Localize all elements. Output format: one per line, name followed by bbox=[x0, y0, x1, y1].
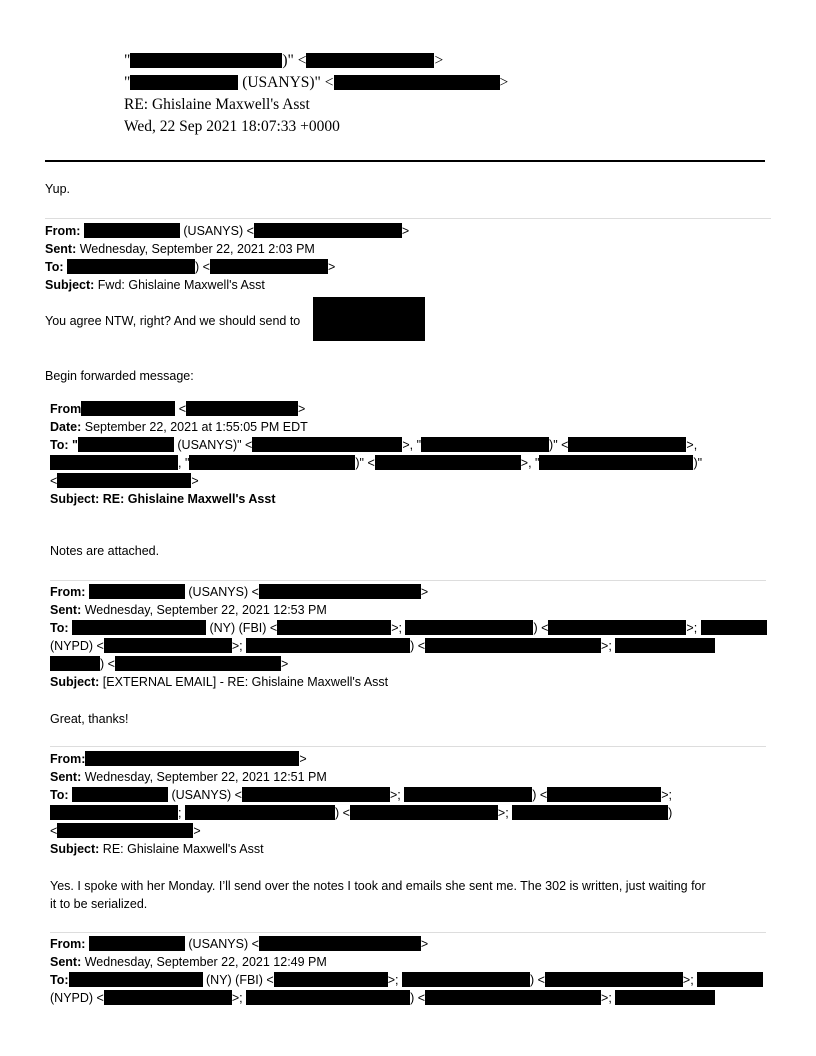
message-3-body: Yes. I spoke with her Monday. I’ll send over the notes I took and emails she sent me. The 302 is written, just waiting for it to be serialized. bbox=[50, 879, 706, 911]
redaction-block bbox=[615, 638, 715, 653]
sent-value: Wednesday, September 22, 2021 12:53 PM bbox=[84, 603, 327, 617]
redaction-block bbox=[425, 638, 601, 653]
subject-value: [EXTERNAL EMAIL] - RE: Ghislaine Maxwell's Asst bbox=[102, 675, 389, 689]
message-4-header: From: (USANYS) < > Sent: Wednesday, September 22, 2021 12:49 PM To: (NY) (FBI) < >; ) < >; (NYPD) < >; ) < >; bbox=[50, 935, 763, 1007]
redaction-block bbox=[81, 401, 175, 416]
redaction-block bbox=[701, 620, 767, 635]
message-divider bbox=[45, 218, 771, 219]
redaction-block bbox=[254, 223, 402, 238]
forward-intro: Begin forwarded message: bbox=[45, 369, 194, 383]
message-2-header: From: (USANYS) < > Sent: Wednesday, September 22, 2021 12:53 PM To: (NY) (FBI) < >; ) < >; (NYPD) < >; ) < >; ) < > Subject: [EXTERNAL EMAIL] - RE: Ghislaine Maxwell's Asst bbox=[50, 583, 767, 691]
redaction-block bbox=[615, 990, 715, 1005]
forwarded-body: Notes are attached. bbox=[50, 544, 160, 558]
redaction-block bbox=[277, 620, 391, 635]
redaction-block bbox=[246, 990, 410, 1005]
redaction-block bbox=[67, 259, 195, 274]
redaction-block bbox=[375, 455, 521, 470]
redaction-block bbox=[89, 936, 185, 951]
redaction-block bbox=[547, 787, 661, 802]
reply-text: Yup. bbox=[45, 182, 71, 196]
sent-value: Wednesday, September 22, 2021 2:03 PM bbox=[79, 242, 315, 256]
from-label: From: bbox=[45, 224, 81, 238]
redaction-block bbox=[568, 437, 686, 452]
sent-value: Wednesday, September 22, 2021 12:51 PM bbox=[84, 770, 327, 784]
redaction-block bbox=[306, 53, 434, 68]
header-subject: RE: Ghislaine Maxwell's Asst bbox=[124, 96, 310, 113]
subject-label: Subject: bbox=[50, 675, 100, 689]
redaction-block bbox=[405, 620, 533, 635]
fwd-subject: Subject: RE: Ghislaine Maxwell's Asst bbox=[50, 492, 276, 506]
redaction-block bbox=[104, 990, 232, 1005]
to-label: To: bbox=[50, 973, 69, 987]
redaction-block bbox=[50, 656, 100, 671]
redaction-block bbox=[242, 787, 390, 802]
from-label: From: bbox=[50, 585, 86, 599]
message-2-body: Great, thanks! bbox=[50, 712, 129, 726]
redaction-block bbox=[548, 620, 686, 635]
to-label: To: bbox=[50, 621, 69, 635]
redaction-block bbox=[186, 401, 298, 416]
redaction-block bbox=[259, 584, 421, 599]
header-date: Wed, 22 Sep 2021 18:07:33 +0000 bbox=[124, 118, 340, 135]
sent-label: Sent: bbox=[50, 770, 82, 784]
redaction-block bbox=[274, 972, 388, 987]
redaction-block bbox=[539, 455, 693, 470]
to-label: To: bbox=[50, 788, 69, 802]
redaction-block bbox=[545, 972, 683, 987]
fwd-date-label: Date: bbox=[50, 420, 82, 434]
redaction-block bbox=[57, 473, 191, 488]
subject-label: Subject: bbox=[45, 278, 95, 292]
fwd-from-label: From bbox=[50, 402, 82, 416]
from-label: From: bbox=[50, 937, 86, 951]
redaction-block bbox=[84, 223, 180, 238]
redaction-block bbox=[50, 805, 178, 820]
redaction-block bbox=[697, 972, 763, 987]
redaction-block bbox=[252, 437, 402, 452]
redaction-block bbox=[425, 990, 601, 1005]
redaction-block bbox=[402, 972, 530, 987]
subject-value: Fwd: Ghislaine Maxwell's Asst bbox=[97, 278, 265, 292]
redaction-block bbox=[259, 936, 421, 951]
redaction-block bbox=[85, 751, 299, 766]
to-label: To: bbox=[45, 260, 64, 274]
redaction-block bbox=[189, 455, 355, 470]
redaction-block bbox=[350, 805, 498, 820]
redaction-block bbox=[57, 823, 193, 838]
redaction-block bbox=[78, 437, 174, 452]
header-to-value: " (USANYS)" < > bbox=[124, 74, 509, 91]
fwd-date: September 22, 2021 at 1:55:05 PM EDT bbox=[84, 420, 308, 434]
redaction-block bbox=[89, 584, 185, 599]
header-divider bbox=[45, 160, 765, 162]
redaction-block bbox=[246, 638, 410, 653]
message-3-header: From: > Sent: Wednesday, September 22, 2021 12:51 PM To: (USANYS) < >; ) < >; ; ) < >; ) < > Subject: RE: Ghislaine Maxwell's Asst bbox=[50, 752, 673, 856]
message-divider bbox=[50, 746, 766, 747]
redaction-block bbox=[104, 638, 232, 653]
redaction-block bbox=[185, 805, 335, 820]
subject-value: RE: Ghislaine Maxwell's Asst bbox=[102, 842, 264, 856]
from-label: From: bbox=[50, 752, 86, 766]
redaction-block bbox=[313, 297, 425, 341]
redaction-block bbox=[210, 259, 328, 274]
redaction-block bbox=[130, 53, 282, 68]
message-divider bbox=[50, 580, 766, 581]
sent-label: Sent: bbox=[45, 242, 77, 256]
message-1-body: You agree NTW, right? And we should send to bbox=[45, 314, 301, 328]
redaction-block bbox=[404, 787, 532, 802]
redaction-block bbox=[512, 805, 668, 820]
header-from-value: " )" < > bbox=[124, 52, 444, 69]
redaction-block bbox=[130, 75, 238, 90]
redaction-block bbox=[72, 620, 206, 635]
redaction-block bbox=[69, 972, 203, 987]
sent-label: Sent: bbox=[50, 603, 82, 617]
redaction-block bbox=[72, 787, 168, 802]
message-divider bbox=[50, 932, 766, 933]
redaction-block bbox=[115, 656, 281, 671]
sent-label: Sent: bbox=[50, 955, 82, 969]
redaction-block bbox=[334, 75, 500, 90]
sent-value: Wednesday, September 22, 2021 12:49 PM bbox=[84, 955, 327, 969]
message-1-header: From: (USANYS) < > Sent: Wednesday, September 22, 2021 2:03 PM To: ) < > Subject: Fwd: Ghislaine Maxwell's Asst bbox=[45, 224, 410, 292]
redaction-block bbox=[50, 455, 178, 470]
redaction-block bbox=[421, 437, 549, 452]
subject-label: Subject: bbox=[50, 842, 100, 856]
forwarded-header: From < > Date: September 22, 2021 at 1:55:05 PM EDT To: " (USANYS)" < >, " )" < >, , " )" < >, " )" < > Subject: RE: Ghislaine Maxwell's Asst bbox=[50, 402, 703, 506]
fwd-to-label: To: " bbox=[50, 438, 78, 452]
